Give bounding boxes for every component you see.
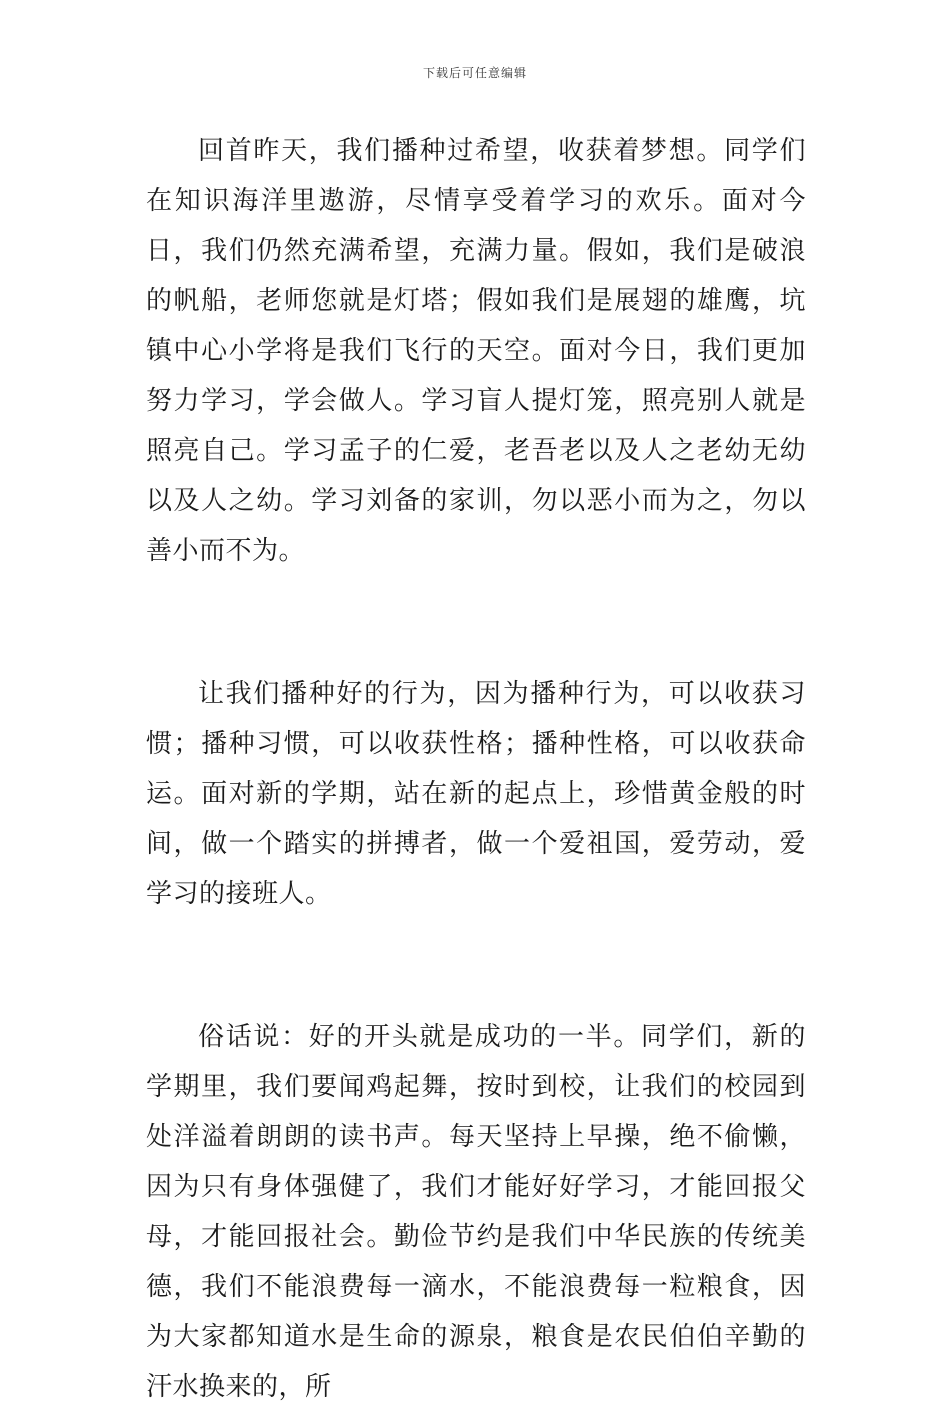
paragraph-3: 俗话说：好的开头就是成功的一半。同学们，新的学期里，我们要闻鸡起舞，按时到校，让我们的校园到处洋溢着朗朗的读书声。每天坚持上早操，绝不偷懒，因为只有身体强健了，我们才能好好学习，才能回报父母，才能回报社会。勤俭节约是我们中华民族的传统美德，我们不能浪费每一滴水，不能浪费每一粒粮食，因为大家都知道水是生命的源泉，粮食是农民伯伯辛勤的汗水换来的，所: [146, 1022, 806, 1402]
page-header: 下载后可任意编辑: [422, 66, 527, 80]
paragraph-2: 让我们播种好的行为，因为播种行为，可以收获习惯；播种习惯，可以收获性格；播种性格，可以收获命运。面对新的学期，站在新的起点上，珍惜黄金般的时间，做一个踏实的拼搏者，做一个爱祖国，爱劳动，爱学习的接班人。: [146, 679, 806, 909]
document-body: [146, 126, 806, 1412]
paragraph-1: 回首昨天，我们播种过希望，收获着梦想。同学们在知识海洋里遨游，尽情享受着学习的欢乐。面对今日，我们仍然充满希望，充满力量。假如，我们是破浪的帆船，老师您就是灯塔；假如我们是展翅的雄鹰，坑镇中心小学将是我们飞行的天空。面对今日，我们更加努力学习，学会做人。学习盲人提灯笼，照亮别人就是照亮自己。学习孟子的仁爱，老吾老以及人之老幼无幼以及人之幼。学习刘备的家训，勿以恶小而为之，勿以善小而不为。: [146, 136, 806, 566]
